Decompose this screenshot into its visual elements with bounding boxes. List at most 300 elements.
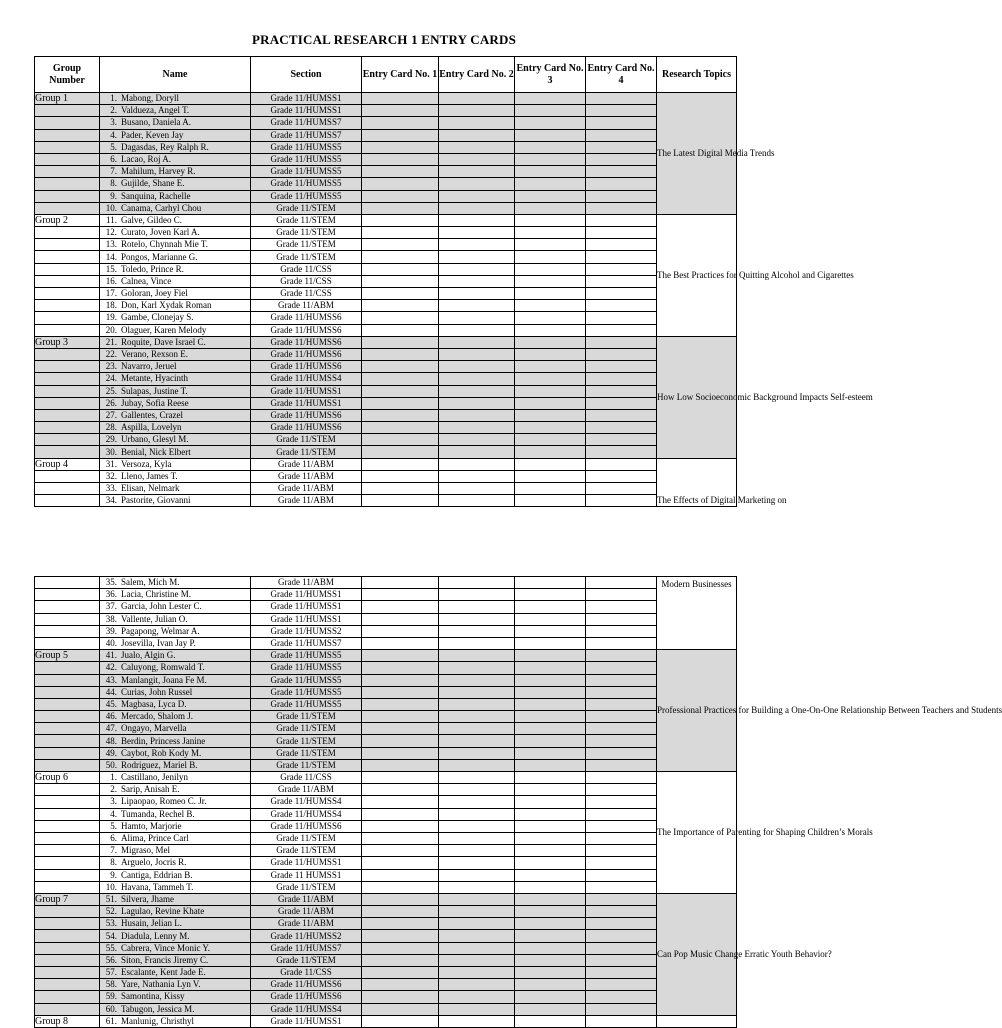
entry-card-4-cell[interactable] [586,942,657,954]
entry-card-1-cell[interactable] [362,784,439,796]
entry-card-2-cell[interactable] [439,483,515,495]
entry-card-2-cell[interactable] [439,589,515,601]
entry-card-3-cell[interactable] [515,483,586,495]
entry-card-4-cell[interactable] [586,601,657,613]
entry-card-1-cell[interactable] [362,869,439,881]
entry-card-2-cell[interactable] [439,893,515,905]
table-row [35,202,737,214]
entry-card-4-cell[interactable] [586,495,657,507]
entry-card-1-cell[interactable] [362,495,439,507]
entry-card-2-cell[interactable] [439,239,515,251]
entry-card-4-cell[interactable] [586,93,657,105]
entry-card-1-cell[interactable] [362,288,439,300]
entry-card-3-cell[interactable] [515,906,586,918]
entry-card-1-cell[interactable] [362,141,439,153]
entry-card-2-cell[interactable] [439,772,515,784]
entry-card-1-cell[interactable] [362,942,439,954]
entry-card-3-cell[interactable] [515,869,586,881]
entry-card-1-cell[interactable] [362,1015,439,1027]
entry-card-4-cell[interactable] [586,979,657,991]
entry-card-2-cell[interactable] [439,348,515,360]
entry-card-2-cell[interactable] [439,409,515,421]
entry-card-4-cell[interactable] [586,251,657,263]
entry-card-4-cell[interactable] [586,214,657,226]
entry-card-1-cell[interactable] [362,796,439,808]
entry-card-1-cell[interactable] [362,723,439,735]
entry-card-2-cell[interactable] [439,735,515,747]
entry-card-1-cell[interactable] [362,446,439,458]
entry-card-4-cell[interactable] [586,772,657,784]
entry-card-2-cell[interactable] [439,954,515,966]
entry-card-2-cell[interactable] [439,711,515,723]
entry-card-4-cell[interactable] [586,409,657,421]
entry-card-1-cell[interactable] [362,227,439,239]
entry-card-4-cell[interactable] [586,117,657,129]
entry-card-1-cell[interactable] [362,918,439,930]
entry-card-4-cell[interactable] [586,373,657,385]
entry-card-1-cell[interactable] [362,202,439,214]
entry-card-2-cell[interactable] [439,918,515,930]
group-number-cell [35,686,100,698]
entry-card-4-cell[interactable] [586,613,657,625]
entry-card-2-cell[interactable] [439,202,515,214]
entry-card-1-cell[interactable] [362,747,439,759]
entry-card-3-cell[interactable] [515,105,586,117]
entry-card-2-cell[interactable] [439,385,515,397]
entry-card-3-cell[interactable] [515,166,586,178]
entry-card-3-cell[interactable] [515,613,586,625]
member-name: Yare, Nathania Lyn V. [121,979,201,990]
entry-card-4-cell[interactable] [586,857,657,869]
entry-card-1-cell[interactable] [362,153,439,165]
entry-card-1-cell[interactable] [362,251,439,263]
entry-card-3-cell[interactable] [515,832,586,844]
entry-card-3-cell[interactable] [515,422,586,434]
entry-card-1-cell[interactable] [362,300,439,312]
entry-card-2-cell[interactable] [439,495,515,507]
entry-card-3-cell[interactable] [515,361,586,373]
entry-card-4-cell[interactable] [586,288,657,300]
entry-card-3-cell[interactable] [515,698,586,710]
entry-card-1-cell[interactable] [362,589,439,601]
entry-card-2-cell[interactable] [439,93,515,105]
entry-card-4-cell[interactable] [586,397,657,409]
table-row [35,141,737,153]
entry-card-4-cell[interactable] [586,263,657,275]
entry-card-3-cell[interactable] [515,991,586,1003]
entry-card-4-cell[interactable] [586,385,657,397]
entry-card-4-cell[interactable] [586,918,657,930]
entry-card-4-cell[interactable] [586,820,657,832]
entry-card-1-cell[interactable] [362,662,439,674]
entry-card-2-cell[interactable] [439,808,515,820]
entry-card-3-cell[interactable] [515,796,586,808]
entry-card-3-cell[interactable] [515,495,586,507]
entry-card-4-cell[interactable] [586,336,657,348]
entry-card-4-cell[interactable] [586,674,657,686]
entry-card-3-cell[interactable] [515,772,586,784]
entry-card-4-cell[interactable] [586,784,657,796]
entry-card-3-cell[interactable] [515,601,586,613]
entry-card-3-cell[interactable] [515,470,586,482]
group-number-cell [35,991,100,1003]
entry-card-3-cell[interactable] [515,373,586,385]
entry-card-2-cell[interactable] [439,832,515,844]
entry-card-4-cell[interactable] [586,698,657,710]
entry-card-3-cell[interactable] [515,662,586,674]
entry-card-3-cell[interactable] [515,312,586,324]
entry-card-1-cell[interactable] [362,483,439,495]
table-row [35,918,737,930]
entry-card-4-cell[interactable] [586,711,657,723]
entry-card-2-cell[interactable] [439,312,515,324]
entry-card-1-cell[interactable] [362,458,439,470]
entry-card-2-cell[interactable] [439,942,515,954]
entry-card-3-cell[interactable] [515,190,586,202]
entry-card-3-cell[interactable] [515,637,586,649]
entry-card-1-cell[interactable] [362,967,439,979]
entry-card-2-cell[interactable] [439,458,515,470]
entry-card-3-cell[interactable] [515,275,586,287]
entry-card-4-cell[interactable] [586,483,657,495]
entry-card-2-cell[interactable] [439,845,515,857]
entry-card-4-cell[interactable] [586,625,657,637]
entry-card-3-cell[interactable] [515,625,586,637]
entry-card-4-cell[interactable] [586,637,657,649]
entry-card-4-cell[interactable] [586,893,657,905]
entry-card-4-cell[interactable] [586,361,657,373]
entry-card-3-cell[interactable] [515,881,586,893]
entry-card-1-cell[interactable] [362,735,439,747]
entry-card-2-cell[interactable] [439,625,515,637]
entry-card-1-cell[interactable] [362,577,439,589]
entry-card-3-cell[interactable] [515,93,586,105]
entry-card-1-cell[interactable] [362,105,439,117]
entry-card-1-cell[interactable] [362,324,439,336]
entry-card-4-cell[interactable] [586,1003,657,1015]
member-name: Caluyong, Romwald T. [121,662,205,673]
entry-card-3-cell[interactable] [515,239,586,251]
entry-card-2-cell[interactable] [439,613,515,625]
entry-card-2-cell[interactable] [439,784,515,796]
entry-card-3-cell[interactable] [515,942,586,954]
entry-card-1-cell[interactable] [362,991,439,1003]
entry-card-2-cell[interactable] [439,166,515,178]
entry-card-1-cell[interactable] [362,434,439,446]
entry-card-3-cell[interactable] [515,117,586,129]
entry-card-1-cell[interactable] [362,857,439,869]
entry-card-1-cell[interactable] [362,637,439,649]
entry-card-1-cell[interactable] [362,650,439,662]
entry-card-3-cell[interactable] [515,385,586,397]
entry-card-1-cell[interactable] [362,178,439,190]
entry-card-3-cell[interactable] [515,1015,586,1027]
entry-card-2-cell[interactable] [439,190,515,202]
entry-card-2-cell[interactable] [439,857,515,869]
entry-card-1-cell[interactable] [362,409,439,421]
entry-card-4-cell[interactable] [586,954,657,966]
entry-card-2-cell[interactable] [439,324,515,336]
entry-card-4-cell[interactable] [586,881,657,893]
entry-card-2-cell[interactable] [439,759,515,771]
member-number: 3. [110,796,117,807]
entry-card-4-cell[interactable] [586,239,657,251]
entry-card-2-cell[interactable] [439,105,515,117]
entry-card-1-cell[interactable] [362,906,439,918]
entry-card-3-cell[interactable] [515,348,586,360]
entry-card-4-cell[interactable] [586,348,657,360]
table-row [35,954,737,966]
entry-card-3-cell[interactable] [515,674,586,686]
entry-card-2-cell[interactable] [439,723,515,735]
entry-card-3-cell[interactable] [515,747,586,759]
entry-card-4-cell[interactable] [586,991,657,1003]
entry-card-2-cell[interactable] [439,796,515,808]
entry-card-1-cell[interactable] [362,686,439,698]
entry-card-1-cell[interactable] [362,422,439,434]
entry-card-4-cell[interactable] [586,662,657,674]
entry-card-3-cell[interactable] [515,397,586,409]
entry-card-2-cell[interactable] [439,686,515,698]
entry-card-1-cell[interactable] [362,832,439,844]
entry-card-3-cell[interactable] [515,930,586,942]
entry-card-1-cell[interactable] [362,820,439,832]
entry-card-4-cell[interactable] [586,845,657,857]
entry-card-4-cell[interactable] [586,141,657,153]
entry-card-4-cell[interactable] [586,105,657,117]
entry-card-2-cell[interactable] [439,698,515,710]
member-number: 47. [105,723,117,734]
entry-card-3-cell[interactable] [515,300,586,312]
entry-card-1-cell[interactable] [362,979,439,991]
entry-card-2-cell[interactable] [439,470,515,482]
entry-card-4-cell[interactable] [586,735,657,747]
entry-card-2-cell[interactable] [439,300,515,312]
entry-card-4-cell[interactable] [586,190,657,202]
entry-card-3-cell[interactable] [515,153,586,165]
entry-card-1-cell[interactable] [362,759,439,771]
entry-card-4-cell[interactable] [586,129,657,141]
entry-card-3-cell[interactable] [515,857,586,869]
entry-card-1-cell[interactable] [362,954,439,966]
entry-card-1-cell[interactable] [362,214,439,226]
entry-card-3-cell[interactable] [515,589,586,601]
entry-card-2-cell[interactable] [439,446,515,458]
entry-card-3-cell[interactable] [515,324,586,336]
entry-card-4-cell[interactable] [586,930,657,942]
entry-card-4-cell[interactable] [586,869,657,881]
section-cell: Grade 11/HUMSS5 [251,166,362,178]
member-name: Vallente, Julian O. [121,613,188,624]
entry-card-4-cell[interactable] [586,906,657,918]
entry-card-3-cell[interactable] [515,808,586,820]
entry-card-1-cell[interactable] [362,129,439,141]
entry-card-2-cell[interactable] [439,373,515,385]
entry-card-1-cell[interactable] [362,275,439,287]
entry-card-1-cell[interactable] [362,772,439,784]
entry-card-2-cell[interactable] [439,869,515,881]
entry-card-2-cell[interactable] [439,637,515,649]
entry-card-3-cell[interactable] [515,918,586,930]
entry-card-1-cell[interactable] [362,312,439,324]
entry-card-3-cell[interactable] [515,141,586,153]
entry-card-1-cell[interactable] [362,239,439,251]
entry-card-4-cell[interactable] [586,808,657,820]
entry-card-1-cell[interactable] [362,361,439,373]
entry-card-1-cell[interactable] [362,881,439,893]
entry-card-2-cell[interactable] [439,820,515,832]
entry-card-2-cell[interactable] [439,288,515,300]
entry-card-4-cell[interactable] [586,178,657,190]
entry-card-2-cell[interactable] [439,1003,515,1015]
entry-card-3-cell[interactable] [515,711,586,723]
entry-card-2-cell[interactable] [439,991,515,1003]
entry-card-1-cell[interactable] [362,674,439,686]
entry-card-4-cell[interactable] [586,650,657,662]
entry-card-4-cell[interactable] [586,589,657,601]
entry-card-2-cell[interactable] [439,214,515,226]
entry-card-3-cell[interactable] [515,409,586,421]
entry-card-4-cell[interactable] [586,458,657,470]
entry-card-1-cell[interactable] [362,698,439,710]
entry-card-3-cell[interactable] [515,446,586,458]
entry-card-1-cell[interactable] [362,893,439,905]
entry-card-4-cell[interactable] [586,747,657,759]
entry-card-3-cell[interactable] [515,263,586,275]
entry-card-4-cell[interactable] [586,470,657,482]
entry-card-1-cell[interactable] [362,190,439,202]
entry-card-1-cell[interactable] [362,613,439,625]
entry-card-3-cell[interactable] [515,1003,586,1015]
entry-card-3-cell[interactable] [515,336,586,348]
entry-card-4-cell[interactable] [586,166,657,178]
entry-card-4-cell[interactable] [586,446,657,458]
entry-card-1-cell[interactable] [362,601,439,613]
entry-card-4-cell[interactable] [586,434,657,446]
entry-card-4-cell[interactable] [586,967,657,979]
entry-card-2-cell[interactable] [439,227,515,239]
entry-card-1-cell[interactable] [362,336,439,348]
entry-card-4-cell[interactable] [586,759,657,771]
entry-card-4-cell[interactable] [586,686,657,698]
entry-card-3-cell[interactable] [515,178,586,190]
entry-card-1-cell[interactable] [362,397,439,409]
entry-card-2-cell[interactable] [439,577,515,589]
entry-card-2-cell[interactable] [439,251,515,263]
entry-card-2-cell[interactable] [439,263,515,275]
entry-card-2-cell[interactable] [439,336,515,348]
entry-card-2-cell[interactable] [439,178,515,190]
entry-card-2-cell[interactable] [439,967,515,979]
entry-card-2-cell[interactable] [439,397,515,409]
entry-card-1-cell[interactable] [362,711,439,723]
entry-card-4-cell[interactable] [586,1015,657,1027]
entry-card-3-cell[interactable] [515,820,586,832]
entry-card-2-cell[interactable] [439,153,515,165]
entry-card-4-cell[interactable] [586,796,657,808]
entry-card-3-cell[interactable] [515,434,586,446]
entry-card-1-cell[interactable] [362,808,439,820]
entry-card-2-cell[interactable] [439,129,515,141]
entry-card-2-cell[interactable] [439,662,515,674]
entry-card-3-cell[interactable] [515,251,586,263]
entry-card-4-cell[interactable] [586,275,657,287]
entry-card-4-cell[interactable] [586,422,657,434]
member-number: 7. [110,166,117,177]
entry-card-2-cell[interactable] [439,930,515,942]
entry-card-1-cell[interactable] [362,93,439,105]
entry-card-3-cell[interactable] [515,227,586,239]
entry-card-3-cell[interactable] [515,845,586,857]
entry-card-1-cell[interactable] [362,930,439,942]
entry-card-1-cell[interactable] [362,470,439,482]
entry-card-4-cell[interactable] [586,577,657,589]
entry-card-2-cell[interactable] [439,141,515,153]
entry-card-3-cell[interactable] [515,954,586,966]
entry-card-4-cell[interactable] [586,312,657,324]
entry-card-3-cell[interactable] [515,458,586,470]
entry-card-4-cell[interactable] [586,723,657,735]
entry-card-3-cell[interactable] [515,202,586,214]
entry-card-2-cell[interactable] [439,881,515,893]
entry-card-4-cell[interactable] [586,324,657,336]
entry-card-1-cell[interactable] [362,385,439,397]
entry-card-1-cell[interactable] [362,166,439,178]
entry-card-1-cell[interactable] [362,373,439,385]
entry-card-2-cell[interactable] [439,361,515,373]
entry-card-1-cell[interactable] [362,348,439,360]
entry-card-3-cell[interactable] [515,723,586,735]
entry-card-3-cell[interactable] [515,893,586,905]
entry-card-2-cell[interactable] [439,650,515,662]
entry-card-2-cell[interactable] [439,275,515,287]
entry-card-3-cell[interactable] [515,577,586,589]
entry-card-2-cell[interactable] [439,906,515,918]
member-number: 8. [110,857,117,868]
entry-card-3-cell[interactable] [515,967,586,979]
entry-card-4-cell[interactable] [586,832,657,844]
entry-card-4-cell[interactable] [586,300,657,312]
entry-card-3-cell[interactable] [515,288,586,300]
entry-card-3-cell[interactable] [515,686,586,698]
entry-card-1-cell[interactable] [362,625,439,637]
entry-card-2-cell[interactable] [439,1015,515,1027]
entry-card-3-cell[interactable] [515,129,586,141]
entry-card-2-cell[interactable] [439,747,515,759]
entry-card-1-cell[interactable] [362,117,439,129]
entry-card-4-cell[interactable] [586,153,657,165]
entry-card-2-cell[interactable] [439,674,515,686]
entry-card-2-cell[interactable] [439,601,515,613]
entry-card-4-cell[interactable] [586,227,657,239]
entry-card-2-cell[interactable] [439,117,515,129]
entry-card-4-cell[interactable] [586,202,657,214]
entry-card-3-cell[interactable] [515,735,586,747]
member-name: Toledo, Prince R. [121,263,184,274]
entry-card-2-cell[interactable] [439,422,515,434]
entry-card-2-cell[interactable] [439,979,515,991]
entry-card-3-cell[interactable] [515,214,586,226]
entry-card-2-cell[interactable] [439,434,515,446]
entry-card-1-cell[interactable] [362,1003,439,1015]
entry-card-3-cell[interactable] [515,784,586,796]
entry-card-1-cell[interactable] [362,263,439,275]
entry-card-3-cell[interactable] [515,759,586,771]
entry-card-3-cell[interactable] [515,979,586,991]
entry-card-3-cell[interactable] [515,650,586,662]
table-row [35,698,737,710]
entry-card-1-cell[interactable] [362,845,439,857]
